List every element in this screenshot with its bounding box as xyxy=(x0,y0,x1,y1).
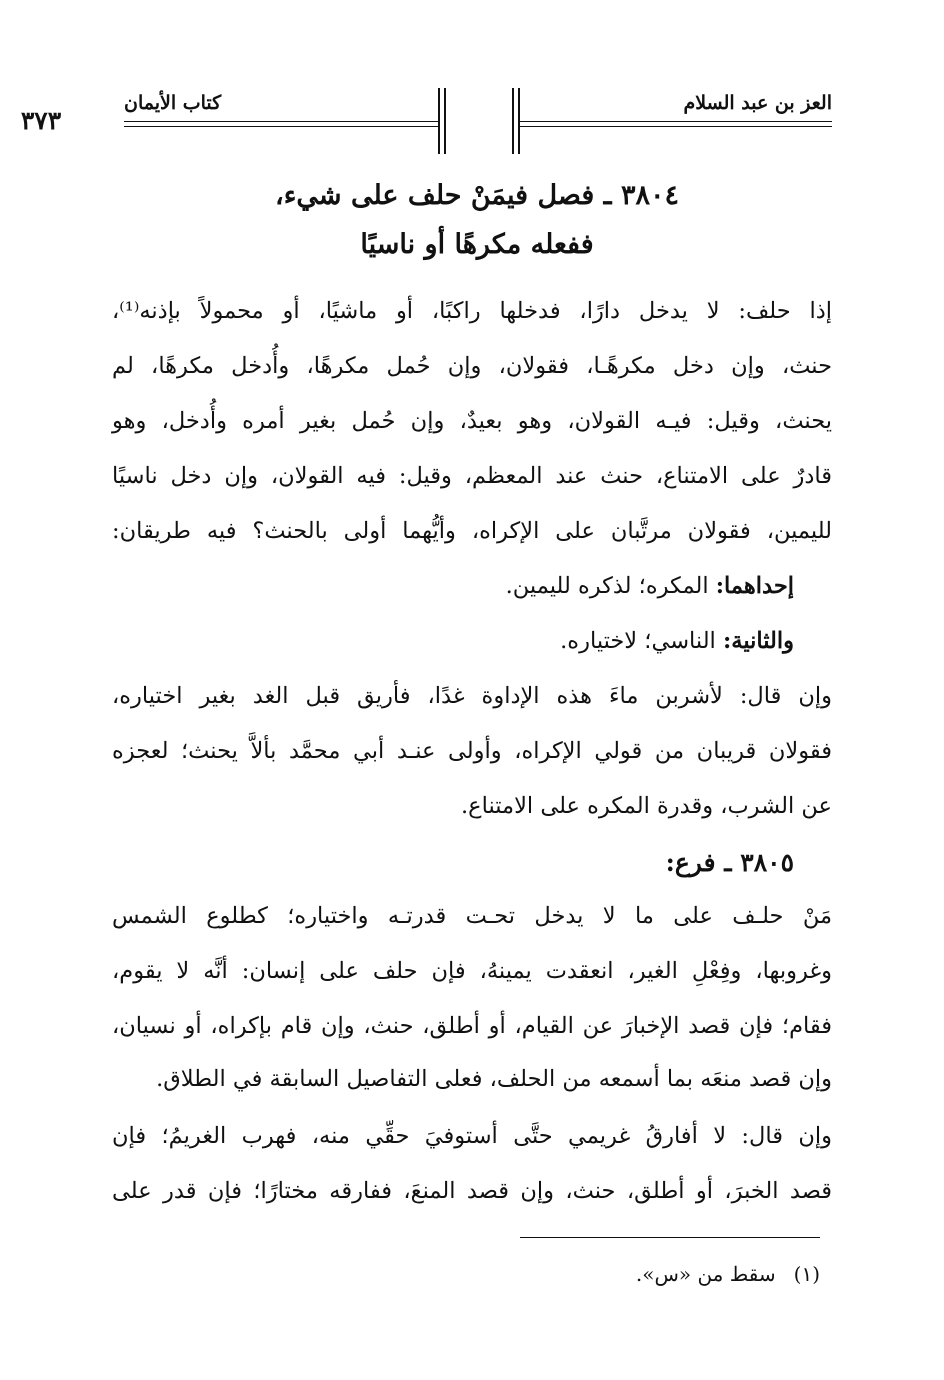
paragraph-line: يحنث، وقيل: فيـه القولان، وهو بعيدٌ، وإن حُمل بغير أمره وأُدخل، وهو xyxy=(112,408,832,434)
subsection-heading: ٣٨٠٥ ـ فرع: xyxy=(665,848,794,877)
footnote-mark: (١) xyxy=(793,1262,820,1286)
paragraph-line: لليمين، فقولان مرتَّبان على الإكراه، وأيُّهما أولى بالحنث؟ فيه طريقان: xyxy=(112,518,832,544)
running-header-book: كتاب الأيمان xyxy=(124,92,222,114)
header-rule xyxy=(520,121,832,122)
paragraph-line: وإن قال: لأشربن ماءَ هذه الإداوة غدًا، فأريق قبل الغد بغير اختياره، xyxy=(112,683,832,709)
paragraph-line: وغروبها، وفِعْلِ الغير، انعقدت يمينهُ، فإن حلف على إنسان: أنَّه لا يقوم، xyxy=(112,958,832,984)
list-item-label: والثانية: xyxy=(722,628,794,654)
list-item-text: المكره؛ لذكره لليمين. xyxy=(505,573,716,599)
section-title-line-2: ففعله مكرهًا أو ناسيًا xyxy=(360,229,594,260)
header-rule xyxy=(124,126,438,127)
footnote xyxy=(636,1262,820,1286)
list-item xyxy=(74,630,794,653)
paragraph-line: حنث، وإن دخل مكرهًـا، فقولان، وإن حُمل مكرهًا، وأُدخل مكرهًا، لم xyxy=(112,353,832,379)
paragraph-line: وإن قصد منعَه بما أسمعه من الحلف، فعلى التفاصيل السابقة في الطلاق. xyxy=(156,1066,832,1092)
list-item-text: الناسي؛ لاختياره. xyxy=(560,628,723,654)
paragraph-line: فقولان قريبان من قولي الإكراه، وأولى عنـد أبي محمَّد بألاَّ يحنث؛ لعجزه xyxy=(112,738,832,764)
list-item xyxy=(74,575,794,598)
paragraph-line: عن الشرب، وقدرة المكره على الامتناع. xyxy=(461,793,832,819)
page-number-frame xyxy=(438,88,520,154)
paragraph-line: إذا حلف: لا يدخل دارًا، فدخلها راكبًا، أو ماشيًا، أو محمولاً بإذنه⁽¹⁾، xyxy=(112,298,832,324)
page-number: ٣٧٣ xyxy=(20,106,62,135)
paragraph-line: قادرٌ على الامتناع، حنث عند المعظم، وقيل: فيه القولان، وإن دخل ناسيًا xyxy=(112,463,832,489)
header-rule xyxy=(124,121,438,122)
footnote-text: سقط من «س». xyxy=(635,1262,776,1286)
header-rule xyxy=(520,126,832,127)
paragraph-line: فقام؛ فإن قصد الإخبارَ عن القيام، أو أطلق، حنث، وإن قام بإكراه، أو نسيان، xyxy=(112,1013,832,1039)
paragraph-line: قصد الخبرَ، أو أطلق، حنث، وإن قصد المنعَ، ففارقه مختارًا؛ فإن قدر على xyxy=(112,1178,832,1204)
paragraph-line: وإن قال: لا أفارقُ غريمي حتَّى أستوفيَ حقِّي منه، فهرب الغريمُ؛ فإن xyxy=(112,1123,832,1149)
list-item-label: إحداهما: xyxy=(715,573,794,599)
running-header-author: العز بن عبد السلام xyxy=(683,92,832,114)
paragraph-line: مَنْ حلـف على ما لا يدخل تحـت قدرتـه واختياره؛ كطلوع الشمس xyxy=(112,903,832,929)
footnote-separator xyxy=(520,1237,820,1238)
section-title-line-1: ٣٨٠٤ ـ فصل فيمَنْ حلف على شيء، xyxy=(275,180,679,211)
